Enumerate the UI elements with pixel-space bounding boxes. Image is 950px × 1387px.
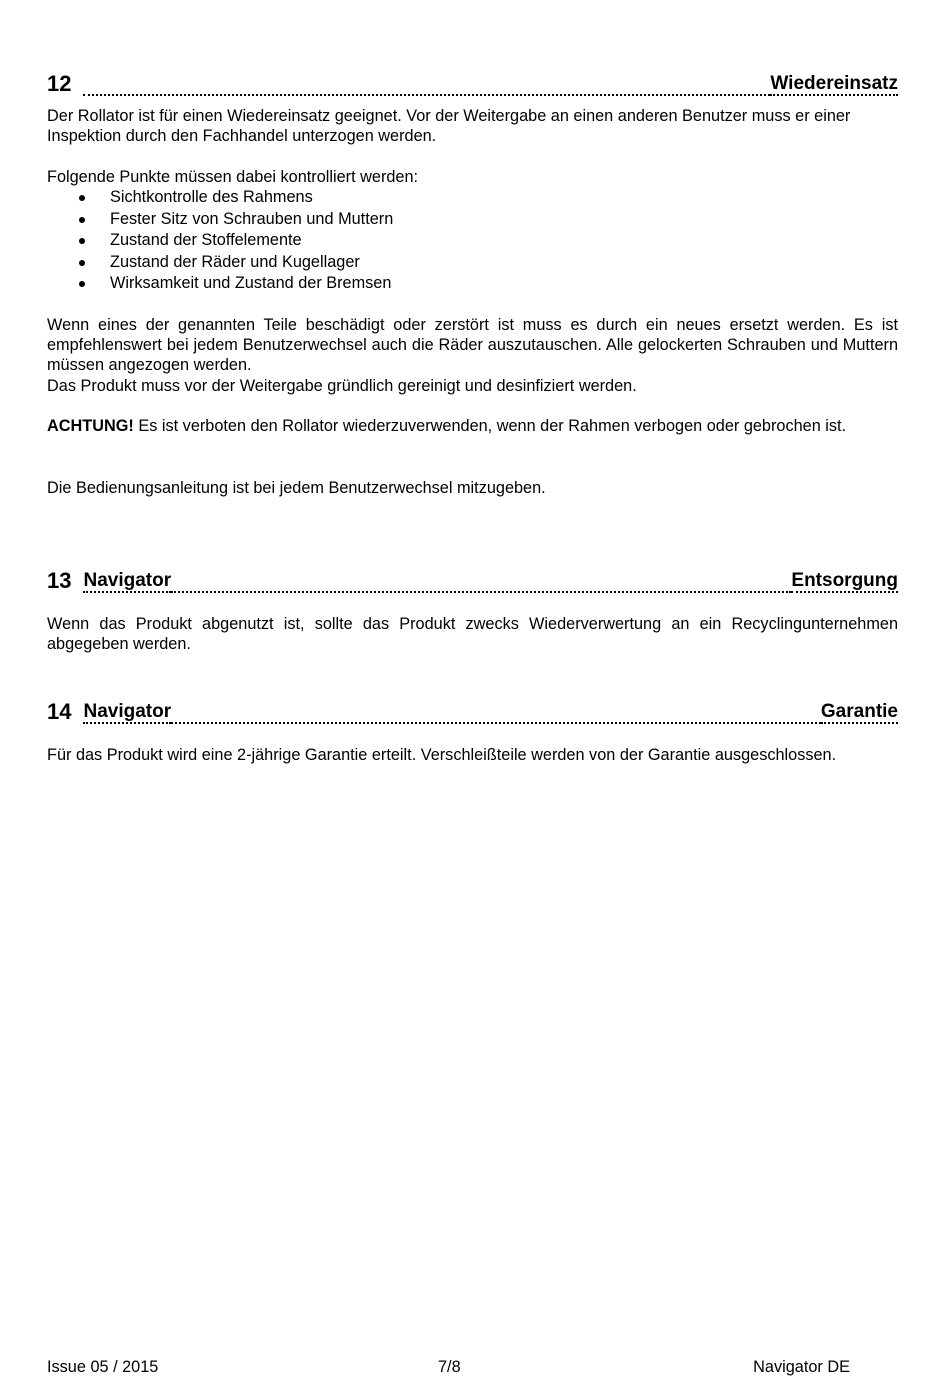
footer-page-number: 7/8: [438, 1358, 461, 1376]
section-left-title: Navigator: [83, 701, 172, 722]
list-item: [47, 230, 393, 252]
section-number: 12: [47, 71, 72, 96]
paragraph-warranty: Für das Produkt wird eine 2-jährige Garantie erteilt. Verschleißteile werden von der Garantie ausgeschlossen.: [47, 746, 837, 764]
list-item-text: Zustand der Räder und Kugellager: [110, 252, 360, 271]
list-item: [47, 209, 393, 231]
paragraph-manual: Die Bedienungsanleitung ist bei jedem Benutzerwechsel mitzugeben.: [47, 479, 546, 497]
warning-paragraph: [47, 416, 898, 436]
section-13-heading: [47, 563, 898, 593]
dotted-leader: [83, 94, 770, 96]
section-12-heading: [47, 66, 898, 96]
footer-document-name: Navigator DE: [753, 1358, 850, 1376]
dotted-leader: [171, 591, 791, 593]
section-number: 14: [47, 699, 72, 724]
bullet-icon: [79, 238, 85, 244]
bullet-icon: [79, 217, 85, 223]
list-item: [47, 273, 393, 295]
list-item-text: Fester Sitz von Schrauben und Muttern: [110, 209, 394, 228]
list-item-text: Wirksamkeit und Zustand der Bremsen: [110, 274, 392, 292]
checklist: [47, 187, 393, 295]
checklist-intro: Folgende Punkte müssen dabei kontrolliert werden:: [47, 168, 419, 186]
paragraph-intro: Der Rollator ist für einen Wiedereinsatz geeignet. Vor der Weitergabe an einen anderen Benutzer muss er einer Inspektion durch den Fachhandel unterzogen werden.: [47, 107, 851, 145]
section-left-title: Navigator: [83, 570, 172, 591]
footer-issue: Issue 05 / 2015: [47, 1358, 159, 1376]
paragraph-replace: Wenn eines der genannten Teile beschädigt oder zerstört ist muss es durch ein neues ersetzt werden. Es ist empfehlenswert bei jedem Benutzerwechsel auch die Räder auszutauschen. Alle gelockerten Schrauben und Muttern müssen angezogen werden.: [47, 316, 898, 374]
section-title: Wiedereinsatz: [770, 73, 898, 94]
dotted-leader: [171, 722, 821, 724]
list-item-text: Zustand der Stoffelemente: [110, 231, 302, 249]
list-item: [47, 252, 393, 274]
section-14-heading: [47, 694, 898, 724]
bullet-icon: [79, 281, 85, 287]
warning-text: Es ist verboten den Rollator wiederzuverwenden, wenn der Rahmen verbogen oder gebrochen ist.: [133, 417, 847, 435]
paragraph-disposal: Wenn das Produkt abgenutzt ist, sollte das Produkt zwecks Wiederverwertung an ein Recyclingunternehmen abgegeben werden.: [47, 615, 898, 653]
section-title: Entsorgung: [791, 570, 898, 591]
warning-label: ACHTUNG!: [47, 417, 134, 435]
paragraph-clean: Das Produkt muss vor der Weitergabe gründlich gereinigt und desinfiziert werden.: [47, 377, 637, 395]
section-title: Garantie: [820, 701, 898, 722]
bullet-icon: [79, 260, 85, 266]
list-item-text: Sichtkontrolle des Rahmens: [110, 188, 313, 206]
list-item: [47, 187, 393, 209]
bullet-icon: [79, 195, 85, 201]
section-number: 13: [47, 568, 72, 593]
